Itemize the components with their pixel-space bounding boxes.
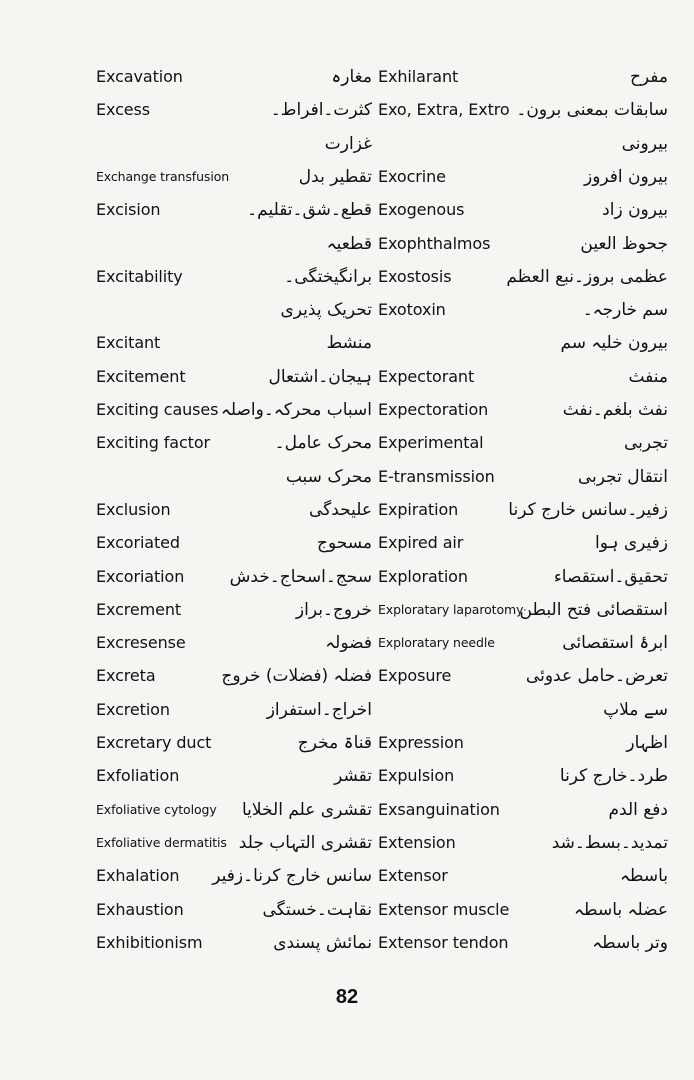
english-term: Extensor xyxy=(378,866,448,886)
urdu-translation: محرک عامل۔ xyxy=(274,433,372,454)
urdu-translation: منشط xyxy=(326,333,372,354)
urdu-translation: بیرون زاد xyxy=(602,200,668,221)
english-term: Excrement xyxy=(96,599,182,619)
urdu-translation: اسباب محرکہ۔واصلہ xyxy=(220,400,372,420)
english-term: Expiration xyxy=(378,499,459,519)
entry-row xyxy=(96,761,372,791)
urdu-translation: قناۃ مخرج xyxy=(297,733,372,753)
urdu-translation: تعرض۔حامل عدوئی xyxy=(525,666,668,687)
page-number: 82 xyxy=(335,986,359,1008)
english-term: Exsanguination xyxy=(378,799,500,819)
english-term: Excretary duct xyxy=(96,733,212,752)
entry-row xyxy=(96,595,372,625)
entry-row xyxy=(378,861,668,891)
entry-row xyxy=(378,661,668,691)
urdu-translation: تمدید۔بسط۔شد xyxy=(551,832,668,853)
urdu-translation: وتر باسطہ xyxy=(592,932,668,953)
entry-row xyxy=(96,328,372,358)
entry-row xyxy=(96,562,372,592)
english-term: Excoriated xyxy=(96,533,180,553)
entry-row xyxy=(96,828,372,858)
entry-row xyxy=(96,262,372,292)
urdu-translation: عضلہ باسطہ xyxy=(574,899,668,920)
english-term: Exciting causes xyxy=(96,400,219,419)
entry-row xyxy=(378,95,668,125)
urdu-translation: تقشر xyxy=(334,766,372,787)
entry-row xyxy=(96,462,372,492)
urdu-translation: منفث xyxy=(628,366,668,387)
urdu-translation: بیرونی xyxy=(621,133,668,154)
entry-row xyxy=(378,129,668,159)
entry-row xyxy=(96,62,372,92)
entry-row xyxy=(96,229,372,259)
entry-row xyxy=(378,362,668,392)
english-term: Exo, Extra, Extro xyxy=(378,100,510,120)
entry-row xyxy=(378,395,668,425)
urdu-translation: نمائش پسندی xyxy=(273,932,372,953)
entry-row xyxy=(96,861,372,891)
entry-row xyxy=(96,162,372,192)
english-term: Exophthalmos xyxy=(378,233,491,253)
entry-row xyxy=(378,928,668,958)
urdu-translation: انتقال تجربی xyxy=(577,466,668,487)
urdu-translation: جحوظ العین xyxy=(580,233,668,254)
entry-row xyxy=(378,162,668,192)
urdu-translation: فضولہ xyxy=(325,633,372,654)
english-term: Excreta xyxy=(96,666,156,686)
english-term: Exhibitionism xyxy=(96,932,203,952)
english-term: Exogenous xyxy=(378,200,465,220)
urdu-translation: سے ملاپ xyxy=(603,699,668,720)
entry-row xyxy=(378,428,668,458)
urdu-translation: عظمی بروز۔نبع العظم xyxy=(506,266,668,287)
urdu-translation: استقصائی فتح البطن xyxy=(519,599,668,620)
urdu-translation: تقطیر بدل xyxy=(298,166,372,187)
urdu-translation: نفث بلغم۔نفث xyxy=(562,400,668,420)
urdu-translation: بیرون افروز xyxy=(584,166,668,187)
urdu-translation: ہیجان۔اشتعال xyxy=(268,366,372,387)
english-term: Exploration xyxy=(378,566,468,586)
entry-row xyxy=(96,628,372,658)
entry-row xyxy=(96,895,372,925)
urdu-translation: سم خارجہ۔ xyxy=(582,300,668,321)
entry-row xyxy=(378,761,668,791)
english-term: Exploratary needle xyxy=(378,635,495,651)
entry-row xyxy=(378,495,668,525)
english-term: Excresense xyxy=(96,633,186,653)
english-term: Expulsion xyxy=(378,766,455,786)
english-term: Excavation xyxy=(96,67,183,86)
urdu-translation: سحج۔اسحاج۔خدش xyxy=(229,566,372,587)
urdu-translation: اخراج۔استفراز xyxy=(266,699,372,720)
entry-row xyxy=(378,828,668,858)
urdu-translation: تحریک پذیری xyxy=(280,300,372,321)
english-term: Excitability xyxy=(96,266,183,286)
entry-row xyxy=(378,295,668,325)
urdu-translation: برانگیختگی۔ xyxy=(284,266,372,287)
urdu-translation: زفیر۔سانس خارج کرنا xyxy=(508,499,668,520)
english-term: Excoriation xyxy=(96,566,185,586)
left-column xyxy=(96,62,372,962)
entry-row xyxy=(96,129,372,159)
english-term: Expectoration xyxy=(378,400,489,419)
urdu-translation: دفع الدم xyxy=(608,799,668,820)
english-term: Exciting factor xyxy=(96,433,211,453)
english-term: Exhaustion xyxy=(96,899,184,919)
english-term: Excision xyxy=(96,200,161,220)
entry-row xyxy=(378,795,668,825)
english-term: Expression xyxy=(378,733,464,752)
urdu-translation: فضلہ (فضلات) خروج xyxy=(221,666,372,687)
urdu-translation: مفرح xyxy=(629,67,668,87)
entry-row xyxy=(96,661,372,691)
english-term: Expired air xyxy=(378,533,464,553)
english-term: Exotoxin xyxy=(378,300,446,320)
urdu-translation: مسحوج xyxy=(316,533,372,554)
entry-row xyxy=(96,928,372,958)
entry-row xyxy=(378,695,668,725)
english-term: Exclusion xyxy=(96,499,171,519)
english-term: Exploratary laparotomy xyxy=(378,601,524,617)
entry-row xyxy=(96,195,372,225)
entry-row xyxy=(96,795,372,825)
entry-row xyxy=(378,328,668,358)
english-term: Extensor tendon xyxy=(378,932,509,952)
entry-row xyxy=(96,295,372,325)
urdu-translation: اظہار xyxy=(626,733,668,753)
english-term: Excitement xyxy=(96,366,186,386)
urdu-translation: تقشری التہاب جلد xyxy=(238,832,372,853)
english-term: Excess xyxy=(96,100,151,120)
urdu-translation: نقاہت۔خستگی xyxy=(262,899,372,920)
urdu-translation: علیحدگی xyxy=(308,499,372,520)
english-term: Exposure xyxy=(378,666,452,686)
entry-row xyxy=(96,728,372,758)
entry-row xyxy=(378,528,668,558)
urdu-translation: تقشری علم الخلایا xyxy=(241,799,372,820)
english-term: Exchange transfusion xyxy=(96,168,230,184)
english-term: Extensor muscle xyxy=(378,899,510,919)
urdu-translation: قطع۔شق۔تقلیم۔ xyxy=(247,200,372,221)
english-term: Exostosis xyxy=(378,266,452,286)
english-term: Excretion xyxy=(96,699,170,719)
entry-row xyxy=(96,428,372,458)
english-term: Experimental xyxy=(378,433,484,453)
entry-row xyxy=(378,595,668,625)
english-term: Exhalation xyxy=(96,866,180,886)
entry-row xyxy=(96,362,372,392)
english-term: E-transmission xyxy=(378,466,495,486)
urdu-translation: مغارہ xyxy=(331,67,372,87)
urdu-translation: سابقات بمعنی برون۔ xyxy=(516,100,668,121)
urdu-translation: سانس خارج کرنا۔زفیر xyxy=(212,866,372,887)
urdu-translation: غزارت xyxy=(324,133,372,154)
english-term: Expectorant xyxy=(378,366,475,386)
english-term: Exfoliative cytology xyxy=(96,801,217,817)
entry-row xyxy=(378,62,668,92)
entry-row xyxy=(378,728,668,758)
entry-row xyxy=(378,229,668,259)
urdu-translation: تجربی xyxy=(624,433,668,454)
urdu-translation: باسطہ xyxy=(619,866,668,887)
entry-row xyxy=(96,495,372,525)
entry-row xyxy=(378,195,668,225)
english-term: Exfoliation xyxy=(96,766,180,786)
entry-row xyxy=(96,695,372,725)
entry-row xyxy=(96,528,372,558)
english-term: Exocrine xyxy=(378,166,446,186)
entry-row xyxy=(378,462,668,492)
entry-row xyxy=(378,895,668,925)
entry-row xyxy=(96,395,372,425)
right-column xyxy=(378,62,668,962)
english-term: Excitant xyxy=(96,333,161,353)
entry-row xyxy=(378,562,668,592)
entry-row xyxy=(378,262,668,292)
urdu-translation: کثرت۔افراط۔ xyxy=(270,100,372,121)
urdu-translation: تحقیق۔استقصاء xyxy=(553,566,668,587)
english-term: Extension xyxy=(378,832,456,852)
urdu-translation: طرد۔خارج کرنا xyxy=(559,766,668,787)
urdu-translation: ابرۂ استقصائی xyxy=(562,633,668,654)
urdu-translation: خروج۔براز xyxy=(295,599,372,620)
english-term: Exfoliative dermatitis xyxy=(96,834,227,850)
urdu-translation: بیرون خلیہ سم xyxy=(560,333,668,354)
urdu-translation: زفیری ہوا xyxy=(594,533,668,554)
entry-row xyxy=(378,628,668,658)
entry-row xyxy=(96,95,372,125)
urdu-translation: محرک سبب xyxy=(285,466,372,487)
urdu-translation: قطعیہ xyxy=(326,233,372,254)
english-term: Exhilarant xyxy=(378,67,459,86)
